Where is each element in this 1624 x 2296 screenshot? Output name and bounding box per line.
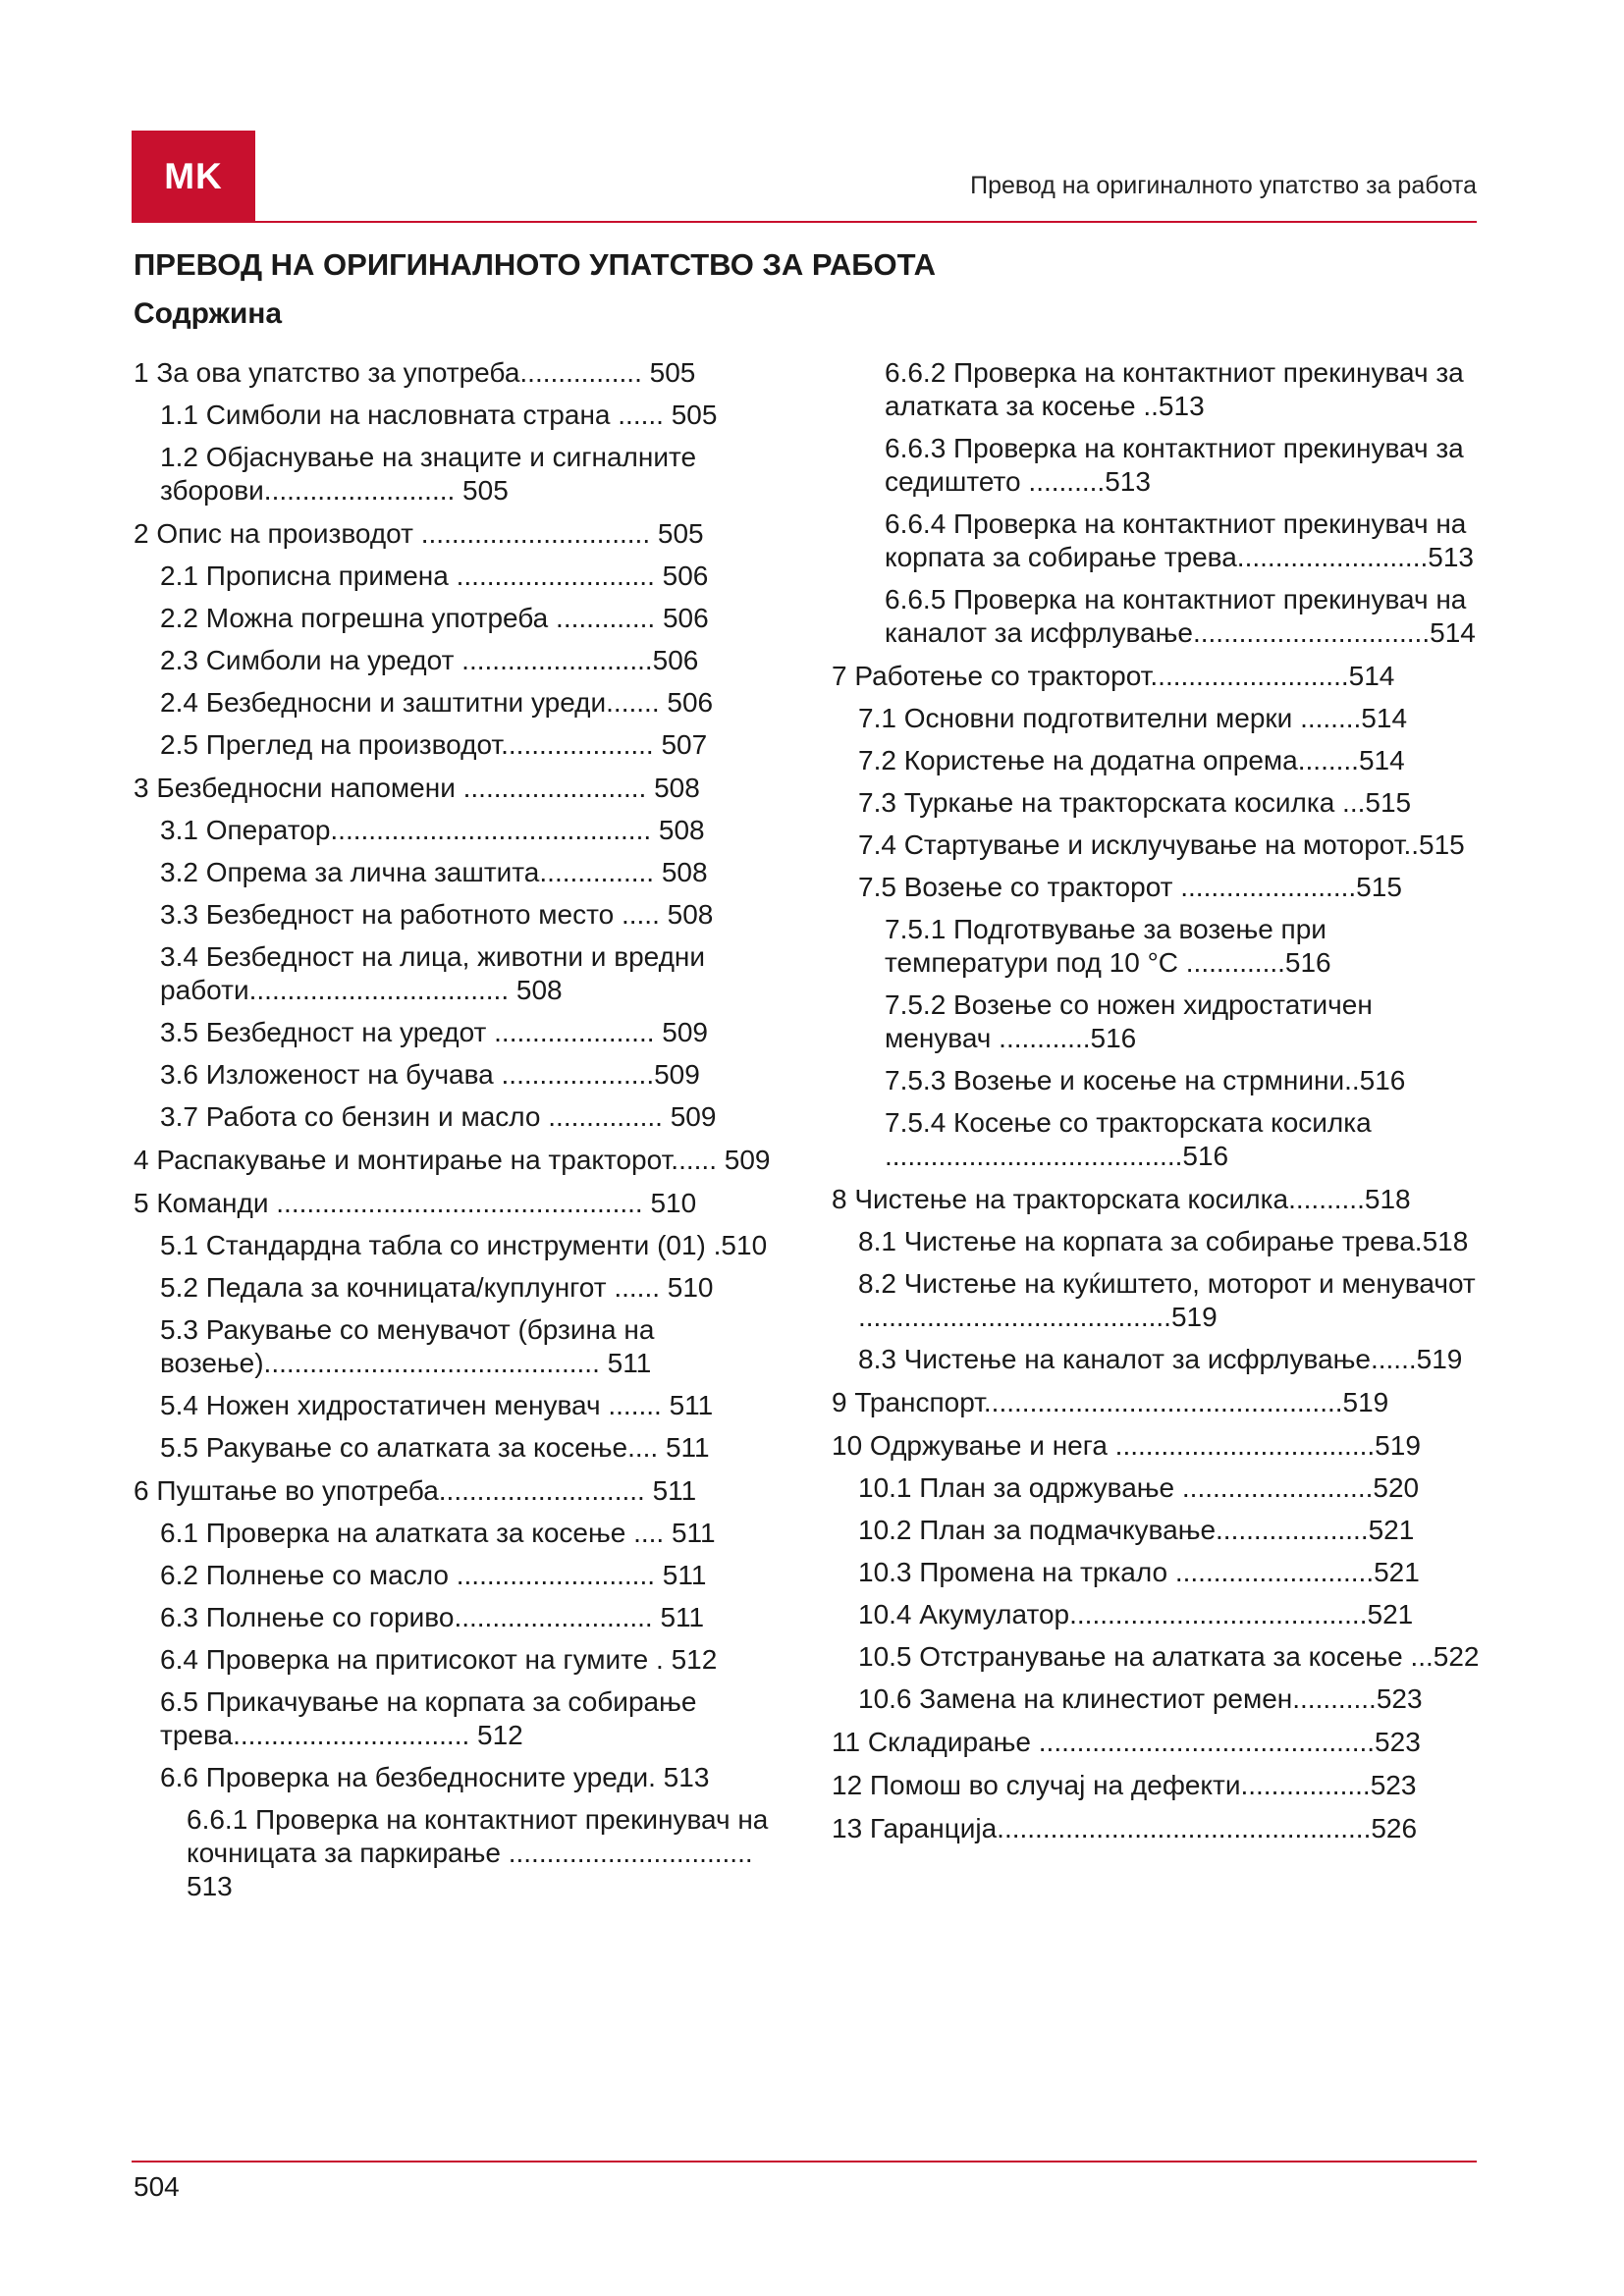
toc-entry[interactable]: 7.5.4 Косење со тракторската косилка .......................................516 xyxy=(885,1107,1372,1171)
toc-entry[interactable]: 1 За ова упатство за употреба................ 505 xyxy=(134,357,696,388)
toc-entry[interactable]: 2.3 Симболи на уредот .........................506 xyxy=(160,645,699,675)
toc-entry[interactable]: 7.5.3 Возење и косење на стрмнини..516 xyxy=(885,1065,1406,1095)
toc-heading: Содржина xyxy=(134,297,283,330)
toc-entry[interactable]: 10.2 План за подмачкување....................521 xyxy=(858,1515,1415,1545)
toc-entry[interactable]: 3 Безбедносни напомени ........................ 508 xyxy=(134,773,700,803)
toc-entry[interactable]: 5.1 Стандардна табла со инструменти (01) .510 xyxy=(160,1230,768,1260)
toc-entry[interactable]: 6 Пуштање во употреба........................... 511 xyxy=(134,1475,697,1506)
toc-entry[interactable]: 7.2 Користење на додатна опрема........514 xyxy=(858,745,1405,775)
toc-entry[interactable]: 4 Распакување и монтирање на тракторот...... 509 xyxy=(134,1145,771,1175)
toc-entry[interactable]: 7.1 Основни подготвителни мерки ........514 xyxy=(858,703,1408,733)
toc-left-column xyxy=(134,356,782,1912)
toc-entry[interactable]: 9 Транспорт...............................................519 xyxy=(832,1387,1389,1417)
toc-entry[interactable]: 6.4 Проверка на притисокот на гумите . 512 xyxy=(160,1644,718,1675)
toc-entry[interactable]: 1.1 Симболи на насловната страна ...... 505 xyxy=(160,400,718,430)
toc-entry[interactable]: 3.6 Изложеност на бучава ....................509 xyxy=(160,1059,700,1090)
toc-entry[interactable]: 6.6.4 Проверка на контактниот прекинувач на корпата за собирање трева.........................513 xyxy=(885,508,1474,572)
toc-entry[interactable]: 6.6.3 Проверка на контактниот прекинувач за седиштето ..........513 xyxy=(885,433,1464,497)
language-badge: MK xyxy=(132,131,255,223)
toc-entry[interactable]: 10 Одржување и нега ..................................519 xyxy=(832,1430,1421,1461)
toc-entry[interactable]: 8 Чистење на тракторската косилка..........518 xyxy=(832,1184,1411,1214)
toc-entry[interactable]: 3.2 Опрема за лична заштита............... 508 xyxy=(160,857,708,887)
toc-entry[interactable]: 6.5 Прикачување на корпата за собирање трева............................... 512 xyxy=(160,1686,697,1750)
header-divider xyxy=(132,221,1477,223)
toc-entry[interactable]: 10.4 Акумулатор.......................................521 xyxy=(858,1599,1414,1629)
toc-entry[interactable]: 8.1 Чистење на корпата за собирање трева.518 xyxy=(858,1226,1469,1256)
toc-entry[interactable]: 7.5.1 Подготвување за возење при температури под 10 °C .............516 xyxy=(885,914,1331,978)
toc-entry[interactable]: 3.7 Работа со бензин и масло ............... 509 xyxy=(160,1101,717,1132)
toc-entry[interactable]: 3.5 Безбедност на уредот ..................... 509 xyxy=(160,1017,709,1047)
toc-entry[interactable]: 6.1 Проверка на алатката за косење .... 511 xyxy=(160,1518,716,1548)
document-title: ПРЕВОД НА ОРИГИНАЛНОТО УПАТСТВО ЗА РАБОТА xyxy=(134,247,937,282)
toc-right-column xyxy=(832,356,1480,1854)
toc-entry[interactable]: 3.3 Безбедност на работното место ..... 508 xyxy=(160,899,714,930)
toc-entry[interactable]: 11 Складирање ............................................523 xyxy=(832,1727,1421,1757)
toc-entry[interactable]: 7.5.2 Возење со ножен хидростатичен менувач ............516 xyxy=(885,989,1373,1053)
toc-entry[interactable]: 6.6.5 Проверка на контактниот прекинувач на каналот за исфрлување...............................514 xyxy=(885,584,1476,648)
footer-divider xyxy=(132,2161,1477,2163)
toc-entry[interactable]: 6.6.1 Проверка на контактниот прекинувач на кочницата за паркирање ................................ 513 xyxy=(187,1804,769,1901)
running-header-title: Превод на оригиналното упатство за работа xyxy=(970,172,1477,199)
toc-entry[interactable]: 5.3 Ракување со менувачот (брзина на возење)............................................ 511 xyxy=(160,1314,655,1378)
toc-entry[interactable]: 2.1 Прописна примена .......................... 506 xyxy=(160,561,709,591)
toc-entry[interactable]: 2.2 Можна погрешна употреба ............. 506 xyxy=(160,603,709,633)
toc-entry[interactable]: 12 Помош во случај на дефекти.................523 xyxy=(832,1770,1417,1800)
toc-entry[interactable]: 1.2 Објаснување на знаците и сигналните зборови......................... 505 xyxy=(160,442,697,506)
toc-entry[interactable]: 2 Опис на производот .............................. 505 xyxy=(134,518,704,549)
toc-entry[interactable]: 10.1 План за одржување .........................520 xyxy=(858,1472,1420,1503)
toc-entry[interactable]: 10.3 Промена на тркало ..........................521 xyxy=(858,1557,1420,1587)
toc-entry[interactable]: 7 Работење со тракторот..........................514 xyxy=(832,661,1395,691)
toc-entry[interactable]: 7.5 Возење со тракторот .......................515 xyxy=(858,872,1402,902)
toc-entry[interactable]: 13 Гаранција.................................................526 xyxy=(832,1813,1418,1843)
toc-entry[interactable]: 5.4 Ножен хидростатичен менувач ....... 511 xyxy=(160,1390,714,1420)
toc-entry[interactable]: 5 Команди ................................................ 510 xyxy=(134,1188,697,1218)
toc-entry[interactable]: 3.1 Оператор.......................................... 508 xyxy=(160,815,705,845)
toc-entry[interactable]: 5.5 Ракување со алатката за косење.... 511 xyxy=(160,1432,710,1463)
toc-entry[interactable]: 6.6 Проверка на безбедносните уреди. 513 xyxy=(160,1762,710,1792)
toc-entry[interactable]: 10.5 Отстранување на алатката за косење ...522 xyxy=(858,1641,1480,1672)
toc-entry[interactable]: 6.6.2 Проверка на контактниот прекинувач за алатката за косење ..513 xyxy=(885,357,1464,421)
toc-entry[interactable]: 7.3 Туркање на тракторската косилка ...515 xyxy=(858,787,1412,818)
toc-entry[interactable]: 8.3 Чистење на каналот за исфрлување......519 xyxy=(858,1344,1463,1374)
toc-entry[interactable]: 10.6 Замена на клинестиот ремен...........523 xyxy=(858,1683,1423,1714)
toc-entry[interactable]: 6.2 Полнење со масло .......................... 511 xyxy=(160,1560,707,1590)
toc-entry[interactable]: 7.4 Стартување и исклучување на моторот..515 xyxy=(858,829,1465,860)
toc-entry[interactable]: 8.2 Чистење на куќиштето, моторот и менувачот .........................................519 xyxy=(858,1268,1476,1332)
page-number: 504 xyxy=(134,2171,180,2202)
toc-entry[interactable]: 2.4 Безбедносни и заштитни уреди....... 506 xyxy=(160,687,714,718)
toc-entry[interactable]: 5.2 Педала за кочницата/куплунгот ...... 510 xyxy=(160,1272,714,1303)
toc-entry[interactable]: 3.4 Безбедност на лица, животни и вредни работи.................................. 508 xyxy=(160,941,706,1005)
toc-entry[interactable]: 6.3 Полнење со гориво.......................... 511 xyxy=(160,1602,705,1632)
toc-entry[interactable]: 2.5 Преглед на производот.................... 507 xyxy=(160,729,708,760)
